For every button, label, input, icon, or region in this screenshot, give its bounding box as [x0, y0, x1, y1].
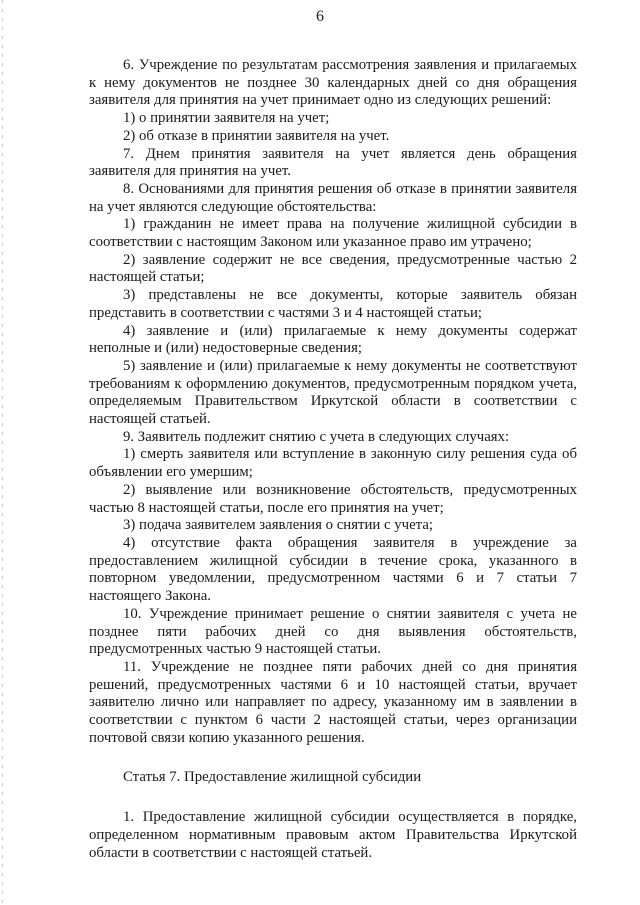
paragraph: 1. Предоставление жилищной субсидии осуществляется в порядке, определенном нормативным правовым актом Правительства Иркутской области в соответствии с настоящей статьей.	[89, 809, 577, 861]
paragraph: 1) гражданин не имеет права на получение жилищной субсидии в соответствии с настоящим Законом или указанное право им утрачено;	[89, 216, 577, 251]
paragraph: 9. Заявитель подлежит снятию с учета в следующих случаях:	[123, 428, 510, 445]
paragraph: 3) представлены не все документы, которые заявитель обязан представить в соответствии с частями 3 и 4 настоящей статьи;	[89, 287, 577, 321]
paragraph: 7. Днем принятия заявителя на учет является день обращения заявителя для принятия на учет.	[89, 145, 577, 180]
paragraph: 2) заявление содержит не все сведения, предусмотренные частью 2 настоящей статьи;	[89, 251, 577, 286]
paragraph: 1) о принятии заявителя на учет;	[123, 110, 330, 127]
paragraph: 10. Учреждение принимает решение о снятии заявителя с учета не позднее пяти рабочих дней со дня выявления обстоятельств, предусмотренных частью 9 настоящей статьи.	[89, 605, 577, 658]
paragraph: 8. Основаниями для принятия решения об отказе в принятии заявителя на учет являются следующие обстоятельства:	[89, 180, 577, 215]
paragraph: 3) подача заявителем заявления о снятии с учета;	[123, 517, 433, 534]
paragraph: 11. Учреждение не позднее пяти рабочих дней со дня принятия решений, предусмотренных частями 6 и 10 настоящей статьи, вручает заявителю лично или направляет по адресу, указанному им в заявлении в соответствии с пунктом 6 части 2 настоящей статьи, через организации почтовой связи копию указанного решения.	[89, 658, 577, 746]
page-number: 6	[316, 8, 324, 25]
document-body	[89, 57, 577, 862]
paragraph: 6. Учреждение по результатам рассмотрения заявления и прилагаемых к нему документов не позднее 30 календарных дней со дня обращения заявителя для принятия на учет принимает одно из следующих решений:	[89, 57, 577, 109]
paragraph: 5) заявление и (или) прилагаемые к нему документы не соответствуют требованиям к оформлению документов, предусмотренным порядком учета, определяемым Правительством Иркутской области в соответствии с настоящей статьей.	[89, 357, 577, 428]
paragraph: 2) выявление или возникновение обстоятельств, предусмотренных частью 8 настоящей статьи, после его принятия на учет;	[89, 481, 577, 516]
paragraph: 4) заявление и (или) прилагаемые к нему документы содержат неполные и (или) недостоверные сведения;	[89, 322, 577, 357]
paragraph: 1) смерть заявителя или вступление в законную силу решения суда об объявлении его умершим;	[89, 446, 577, 481]
article-heading: Статья 7. Предоставление жилищной субсидии	[123, 769, 422, 786]
scan-edge-marks	[2, 0, 3, 905]
paragraph: 4) отсутствие факта обращения заявителя в учреждение за предоставлением жилищной субсидии в течение срока, указанного в повторном уведомлении, предусмотренном частями 6 и 7 статьи 7 настоящего Закона.	[89, 534, 577, 605]
paragraph: 2) об отказе в принятии заявителя на учет.	[123, 127, 390, 144]
